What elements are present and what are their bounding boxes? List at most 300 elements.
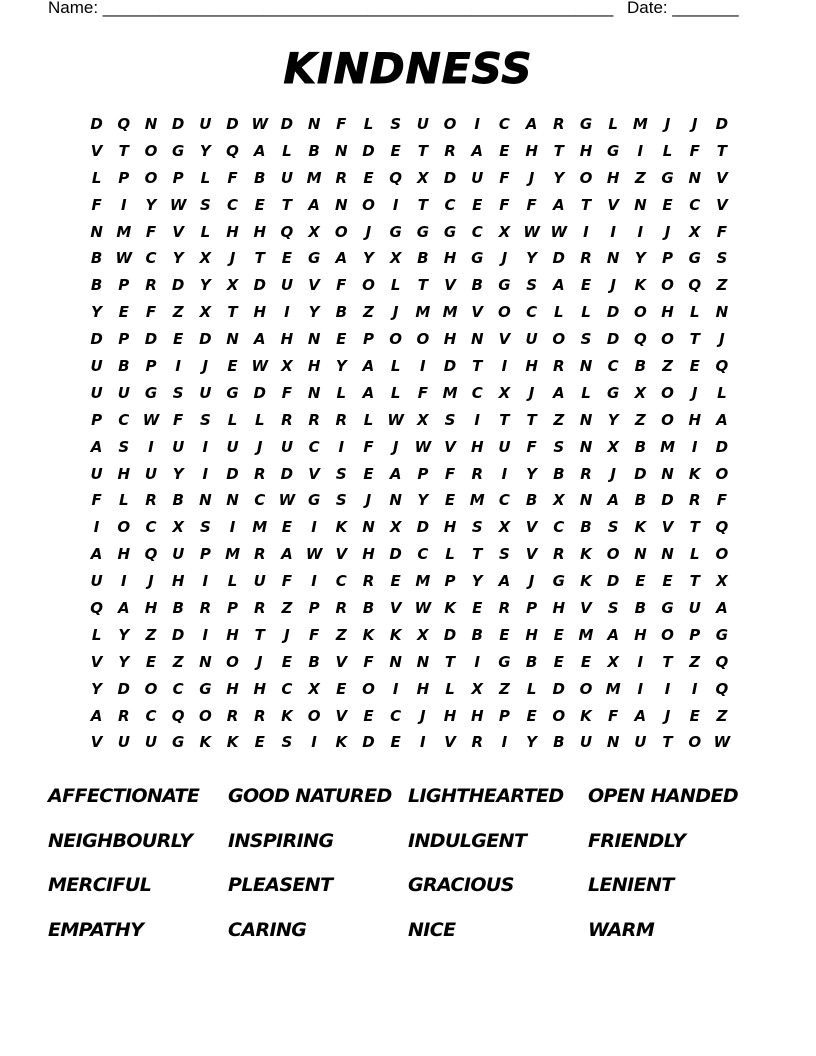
grid-letter: K: [389, 625, 402, 644]
grid-letter: W: [414, 437, 432, 456]
grid-letter: U: [90, 357, 103, 376]
grid-letter: K: [580, 572, 592, 591]
grid-letter: U: [90, 572, 103, 591]
grid-letter: F: [227, 168, 238, 187]
grid-letter: C: [145, 706, 157, 725]
grid-letter: B: [335, 303, 347, 322]
grid-letter: L: [717, 383, 727, 402]
grid-letter: X: [716, 572, 728, 591]
grid-letter: T: [118, 141, 129, 160]
grid-letter: Y: [118, 652, 130, 671]
grid-letter: O: [144, 168, 158, 187]
grid-letter: J: [664, 706, 671, 725]
grid-letter: K: [634, 276, 647, 295]
grid-letter: A: [634, 706, 647, 725]
grid-letter: W: [142, 410, 160, 429]
grid-letter: R: [145, 276, 157, 295]
grid-letter: I: [284, 303, 290, 322]
grid-letter: O: [416, 330, 430, 349]
grid-letter: W: [278, 491, 296, 510]
grid-letter: E: [553, 625, 564, 644]
grid-letter: J: [256, 437, 263, 456]
grid-letter: G: [552, 572, 565, 591]
grid-letter: M: [578, 625, 594, 644]
grid-letter: R: [471, 733, 483, 752]
grid-letter: V: [444, 276, 456, 295]
puzzle-title: KINDNESS: [283, 44, 533, 93]
grid-letter: K: [335, 518, 348, 537]
grid-letter: W: [387, 410, 404, 429]
grid-letter: R: [253, 545, 266, 564]
grid-letter: D: [90, 115, 103, 133]
grid-letter: E: [281, 652, 293, 671]
grid-letter: E: [444, 491, 456, 510]
grid-letter: N: [226, 330, 239, 349]
grid-letter: B: [634, 357, 647, 376]
grid-letter: F: [281, 383, 293, 402]
grid-letter: D: [144, 330, 158, 349]
grid-letter: Y: [308, 303, 320, 322]
grid-letter: E: [145, 652, 157, 671]
grid-letter: G: [389, 222, 402, 241]
grid-letter: O: [579, 679, 593, 698]
grid-letter: B: [553, 464, 565, 483]
word-list-item: NICE: [408, 918, 456, 941]
grid-letter: D: [443, 357, 457, 376]
grid-letter: E: [390, 572, 401, 591]
grid-letter: D: [171, 625, 185, 644]
grid-letter: T: [580, 195, 592, 214]
grid-letter: B: [634, 599, 647, 618]
grid-letter: B: [553, 733, 565, 752]
grid-letter: E: [118, 303, 129, 322]
grid-letter: Y: [526, 464, 538, 483]
grid-letter: F: [173, 410, 184, 429]
grid-letter: V: [389, 599, 402, 618]
grid-letter: H: [634, 625, 647, 644]
grid-letter: T: [227, 303, 238, 322]
grid-letter: I: [120, 195, 127, 214]
grid-letter: M: [306, 168, 322, 187]
grid-letter: O: [661, 383, 674, 402]
grid-letter: E: [553, 652, 564, 671]
grid-letter: J: [610, 276, 616, 295]
grid-letter: T: [553, 141, 564, 160]
grid-letter: A: [389, 464, 402, 483]
grid-letter: G: [498, 276, 511, 295]
grid-letter: O: [117, 518, 131, 537]
grid-letter: D: [171, 115, 185, 133]
grid-letter: N: [90, 222, 103, 241]
word-list-item: LIGHTHEARTED: [408, 785, 564, 807]
grid-letter: I: [311, 518, 317, 537]
word-list-item: NEIGHBOURLY: [48, 829, 193, 852]
grid-letter: Z: [689, 652, 701, 671]
grid-letter: M: [469, 491, 485, 510]
grid-letter: X: [498, 518, 511, 537]
grid-letter: G: [607, 383, 620, 402]
grid-letter: Q: [90, 599, 103, 618]
grid-letter: F: [526, 195, 537, 214]
grid-letter: C: [227, 195, 239, 214]
grid-letter: A: [362, 383, 375, 402]
grid-letter: Y: [172, 464, 184, 483]
grid-letter: C: [526, 303, 538, 322]
grid-letter: Y: [145, 195, 157, 214]
grid-letter: P: [145, 357, 157, 376]
grid-letter: Q: [688, 276, 702, 295]
grid-letter: Y: [199, 276, 211, 295]
grid-letter: Y: [607, 410, 619, 429]
grid-letter: E: [363, 464, 374, 483]
grid-letter: R: [335, 168, 348, 187]
grid-letter: H: [470, 437, 484, 456]
grid-letter: F: [91, 491, 102, 510]
grid-letter: O: [633, 303, 647, 322]
grid-letter: T: [417, 195, 428, 214]
grid-letter: C: [444, 195, 456, 214]
grid-letter: W: [713, 733, 731, 752]
grid-letter: B: [308, 652, 320, 671]
grid-letter: E: [689, 706, 700, 725]
grid-letter: A: [498, 572, 511, 591]
grid-letter: Q: [715, 518, 729, 537]
grid-letter: Q: [226, 141, 239, 160]
grid-letter: J: [420, 706, 426, 725]
grid-letter: Q: [715, 652, 729, 671]
grid-letter: Y: [553, 168, 565, 187]
grid-letter: I: [338, 437, 345, 456]
grid-letter: T: [472, 357, 483, 376]
grid-letter: U: [525, 330, 538, 349]
grid-letter: U: [471, 168, 484, 187]
grid-letter: X: [634, 383, 647, 402]
grid-letter: O: [579, 168, 593, 187]
grid-letter: U: [144, 733, 158, 752]
grid-letter: L: [91, 168, 102, 187]
grid-letter: D: [253, 383, 266, 402]
word-list-item: PLEASENT: [228, 874, 333, 896]
grid-letter: O: [389, 330, 403, 349]
grid-letter: N: [579, 357, 593, 376]
grid-letter: P: [199, 545, 211, 564]
grid-letter: V: [90, 733, 103, 752]
grid-letter: D: [443, 625, 457, 644]
grid-letter: O: [552, 706, 566, 725]
grid-letter: G: [688, 249, 701, 268]
grid-letter: J: [229, 249, 236, 268]
grid-letter: U: [253, 572, 266, 591]
grid-letter: F: [689, 141, 700, 160]
grid-letter: Y: [363, 249, 374, 268]
grid-letter: T: [526, 410, 537, 429]
grid-letter: R: [118, 706, 130, 725]
grid-letter: E: [472, 599, 483, 618]
grid-letter: N: [688, 168, 701, 187]
grid-letter: D: [606, 303, 620, 322]
grid-letter: I: [474, 410, 481, 429]
grid-letter: H: [443, 249, 457, 268]
grid-letter: G: [307, 491, 321, 510]
grid-letter: I: [691, 437, 698, 456]
grid-letter: O: [715, 464, 729, 483]
grid-letter: X: [226, 276, 239, 295]
grid-letter: Y: [172, 249, 184, 268]
grid-letter: N: [307, 115, 321, 133]
grid-letter: X: [281, 357, 293, 376]
grid-letter: F: [145, 303, 157, 322]
grid-letter: I: [420, 733, 426, 752]
grid-letter: R: [335, 599, 348, 618]
name-field: Name: ______________________________________________________: [48, 0, 614, 17]
grid-letter: Z: [281, 599, 293, 618]
grid-letter: G: [307, 249, 321, 268]
grid-letter: H: [661, 303, 674, 322]
grid-letter: G: [226, 383, 239, 402]
grid-letter: H: [226, 625, 239, 644]
grid-letter: U: [579, 733, 593, 752]
grid-letter: J: [691, 115, 698, 133]
grid-letter: N: [579, 491, 593, 510]
worksheet-header: [48, 0, 740, 20]
grid-letter: H: [253, 303, 266, 322]
grid-letter: H: [171, 572, 185, 591]
grid-letter: K: [362, 625, 375, 644]
grid-letter: H: [525, 625, 538, 644]
grid-letter: C: [172, 679, 184, 698]
grid-letter: U: [172, 545, 185, 564]
grid-letter: B: [525, 652, 538, 671]
grid-letter: H: [226, 222, 239, 241]
grid-letter: B: [172, 599, 184, 618]
grid-letter: D: [715, 115, 729, 133]
grid-letter: O: [226, 652, 239, 671]
grid-letter: Z: [553, 410, 565, 429]
grid-letter: H: [606, 168, 620, 187]
grid-letter: V: [525, 545, 538, 564]
grid-letter: F: [526, 437, 537, 456]
grid-letter: W: [251, 115, 268, 133]
grid-letter: M: [252, 518, 268, 537]
grid-letter: T: [689, 572, 700, 591]
grid-letter: J: [202, 357, 209, 376]
grid-letter: C: [498, 115, 510, 133]
grid-letter: Q: [171, 706, 185, 725]
grid-letter: G: [416, 222, 429, 241]
grid-letter: D: [552, 679, 565, 698]
grid-letter: S: [172, 383, 184, 402]
grid-letter: J: [664, 115, 671, 133]
grid-letter: O: [688, 733, 702, 752]
grid-letter: I: [583, 222, 589, 241]
grid-letter: G: [579, 115, 593, 133]
grid-letter: V: [444, 733, 456, 752]
grid-letter: L: [689, 303, 700, 322]
grid-letter: R: [253, 706, 266, 725]
grid-letter: K: [281, 706, 293, 725]
grid-letter: R: [253, 464, 266, 483]
grid-letter: L: [662, 141, 673, 160]
grid-letter: Y: [417, 491, 429, 510]
grid-letter: I: [202, 464, 209, 483]
grid-letter: P: [172, 168, 184, 187]
grid-letter: X: [199, 303, 212, 322]
grid-letter: L: [445, 545, 455, 564]
word-list-item: CARING: [228, 918, 307, 941]
grid-letter: L: [91, 625, 102, 644]
grid-letter: S: [199, 195, 211, 214]
grid-letter: B: [90, 249, 103, 268]
grid-letter: L: [227, 572, 238, 591]
grid-letter: I: [637, 679, 644, 698]
grid-letter: M: [415, 572, 431, 591]
grid-letter: U: [117, 383, 130, 402]
grid-letter: L: [200, 168, 211, 187]
grid-letter: E: [254, 195, 265, 214]
grid-letter: X: [199, 249, 212, 268]
grid-letter: B: [471, 276, 483, 295]
grid-letter: V: [90, 141, 103, 160]
grid-letter: K: [580, 545, 592, 564]
grid-letter: M: [632, 115, 648, 133]
grid-letter: I: [610, 222, 616, 241]
grid-letter: G: [715, 625, 729, 644]
grid-letter: M: [116, 222, 132, 241]
grid-letter: Y: [199, 141, 211, 160]
grid-letter: L: [554, 303, 564, 322]
grid-letter: J: [528, 383, 535, 402]
grid-letter: O: [334, 222, 348, 241]
grid-letter: B: [362, 599, 375, 618]
grid-letter: S: [526, 276, 537, 295]
grid-letter: F: [363, 437, 374, 456]
grid-letter: E: [526, 706, 537, 725]
grid-letter: A: [362, 357, 375, 376]
grid-letter: J: [664, 222, 671, 241]
grid-letter: A: [253, 330, 266, 349]
grid-letter: D: [606, 572, 620, 591]
grid-letter: X: [417, 625, 429, 644]
grid-letter: A: [90, 437, 103, 456]
grid-letter: P: [417, 464, 429, 483]
grid-letter: D: [280, 115, 294, 133]
grid-letter: S: [553, 437, 565, 456]
grid-letter: D: [362, 733, 375, 752]
grid-letter: H: [117, 464, 131, 483]
grid-letter: R: [308, 410, 320, 429]
grid-letter: J: [284, 625, 290, 644]
grid-letter: K: [634, 518, 647, 537]
grid-letter: Q: [715, 679, 729, 698]
grid-letter: Y: [91, 303, 103, 322]
grid-letter: E: [390, 141, 401, 160]
grid-letter: U: [280, 276, 293, 295]
grid-letter: U: [199, 115, 212, 133]
grid-letter: X: [607, 652, 619, 671]
grid-letter: L: [363, 115, 374, 133]
grid-letter: G: [172, 733, 185, 752]
grid-letter: A: [716, 410, 728, 429]
grid-letter: D: [552, 249, 565, 268]
grid-letter: M: [225, 545, 240, 564]
word-list-item: INSPIRING: [228, 829, 334, 852]
grid-letter: F: [499, 195, 510, 214]
grid-letter: S: [335, 464, 347, 483]
grid-letter: S: [471, 518, 483, 537]
grid-letter: R: [553, 115, 565, 133]
grid-letter: K: [688, 464, 701, 483]
grid-letter: Z: [145, 625, 157, 644]
grid-letter: F: [608, 706, 619, 725]
grid-letter: O: [362, 276, 375, 295]
grid-letter: C: [145, 249, 157, 268]
word-list-item: AFFECTIONATE: [48, 785, 200, 807]
word-list-item: FRIENDLY: [588, 829, 686, 852]
grid-letter: L: [608, 115, 618, 133]
grid-letter: A: [552, 276, 565, 295]
grid-letter: U: [416, 115, 429, 133]
word-list-item: GRACIOUS: [408, 874, 514, 896]
grid-letter: E: [662, 572, 673, 591]
grid-letter: K: [335, 733, 348, 752]
grid-letter: I: [474, 115, 481, 133]
grid-letter: J: [691, 383, 698, 402]
grid-letter: M: [442, 383, 458, 402]
grid-letter: W: [251, 357, 268, 376]
grid-letter: A: [90, 706, 103, 725]
grid-letter: W: [305, 545, 323, 564]
grid-letter: D: [634, 464, 647, 483]
grid-letter: N: [470, 330, 484, 349]
grid-letter: F: [444, 464, 456, 483]
grid-letter: M: [415, 303, 431, 322]
grid-letter: Z: [172, 652, 184, 671]
grid-letter: I: [392, 679, 399, 698]
word-list-item: INDULGENT: [408, 829, 527, 852]
grid-letter: I: [311, 572, 317, 591]
grid-letter: S: [281, 733, 293, 752]
grid-letter: N: [199, 491, 212, 510]
word-list: [48, 781, 768, 959]
grid-letter: Y: [335, 357, 347, 376]
grid-letter: E: [580, 276, 592, 295]
grid-letter: I: [420, 357, 426, 376]
grid-letter: D: [362, 141, 375, 160]
grid-letter: U: [199, 383, 212, 402]
grid-letter: Z: [498, 679, 510, 698]
grid-letter: U: [280, 437, 293, 456]
grid-letter: S: [607, 518, 619, 537]
grid-letter: F: [281, 572, 293, 591]
grid-letter: E: [390, 733, 401, 752]
grid-letter: N: [389, 491, 402, 510]
grid-letter: I: [637, 652, 644, 671]
grid-letter: J: [392, 303, 399, 322]
grid-letter: J: [148, 572, 154, 591]
grid-letter: R: [471, 464, 483, 483]
grid-letter: A: [552, 195, 565, 214]
grid-letter: X: [417, 410, 429, 429]
grid-letter: L: [445, 679, 455, 698]
grid-letter: E: [363, 706, 374, 725]
grid-letter: X: [498, 383, 511, 402]
letter-grid: [83, 111, 739, 756]
grid-letter: Q: [280, 222, 294, 241]
grid-letter: D: [253, 276, 266, 295]
grid-letter: D: [117, 679, 130, 698]
grid-letter: J: [501, 249, 508, 268]
grid-letter: G: [443, 222, 457, 241]
